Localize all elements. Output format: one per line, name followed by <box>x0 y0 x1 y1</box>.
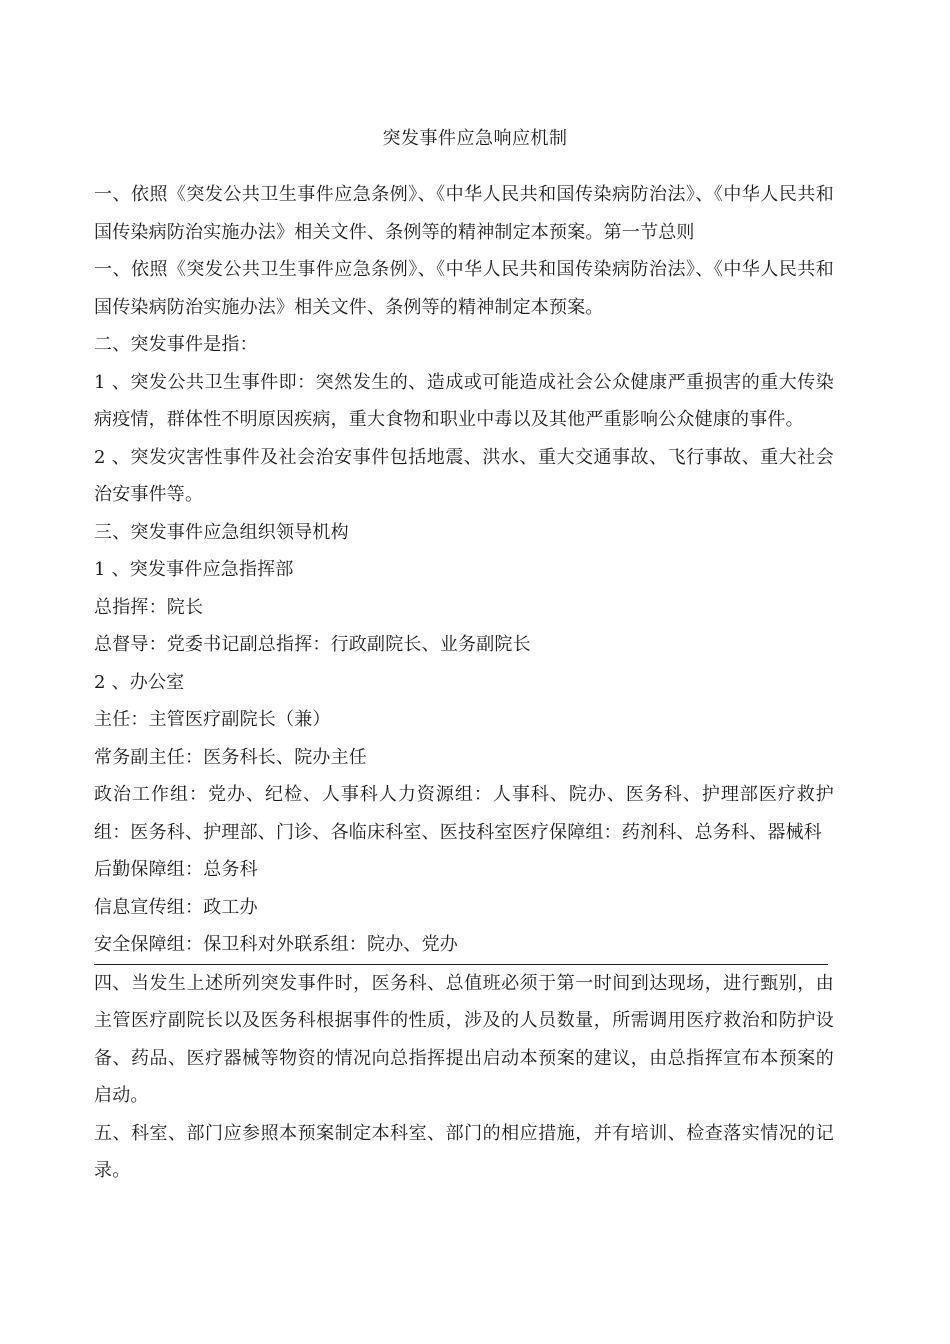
paragraph-response-procedure: 四、当发生上述所列突发事件时，医务科、总值班必须于第一时间到达现场，进行甄别，由主管医疗副院长以及医务科根据事件的性质，涉及的人员数量，所需调用医疗救治和防护设备、药品、医疗器械等物资的情况向总指挥提出启动本预案的建议，由总指挥宣布本预案的启动。 <box>94 972 834 1106</box>
paragraph-supervisor: 总督导：党委书记副总指挥：行政副院长、业务副院长 <box>94 634 531 655</box>
paragraph-command-center: 1 、突发事件应急指挥部 <box>94 559 294 580</box>
paragraph-public-health-event: 1 、突发公共卫生事件即：突然发生的、造成或可能造成社会公众健康严重损害的重大传染病疫情，群体性不明原因疾病，重大食物和职业中毒以及其他严重影响公众健康的事件。 <box>94 371 834 430</box>
paragraph-basis: 一、依照《突发公共卫生事件应急条例》、《中华人民共和国传染病防治法》、《中华人民共和国传染病防治实施办法》相关文件、条例等的精神制定本预案。 <box>94 259 834 318</box>
paragraph-deputy-director: 常务副主任：医务科长、院办主任 <box>94 746 367 768</box>
paragraph-commander: 总指挥：院长 <box>94 596 204 618</box>
paragraph-organization-heading: 三、突发事件应急组织领导机构 <box>94 521 349 543</box>
paragraph-disaster-event: 2 、突发灾害性事件及社会治安事件包括地震、洪水、重大交通事故、飞行事故、重大社会治安事件等。 <box>94 446 834 505</box>
paragraph-work-groups: 政治工作组：党办、纪检、人事科人力资源组：人事科、院办、医务科、护理部医疗救护组：医务科、护理部、门诊、各临床科室、医技科室医疗保障组：药剂科、总务科、器械科 <box>94 784 834 843</box>
paragraph-security-group: 安全保障组：保卫科对外联系组：院办、党办 <box>94 926 828 965</box>
paragraph-definition-heading: 二、突发事件是指： <box>94 334 258 355</box>
paragraph-department-measures: 五、科室、部门应参照本预案制定本科室、部门的相应措施，并有培训、检查落实情况的记录。 <box>94 1122 834 1181</box>
paragraph-office: 2 、办公室 <box>94 671 185 693</box>
document-body <box>94 176 834 1190</box>
paragraph-basis-section-1: 一、依照《突发公共卫生事件应急条例》、《中华人民共和国传染病防治法》、《中华人民共和国传染病防治实施办法》相关文件、条例等的精神制定本预案。第一节总则 <box>94 184 834 243</box>
paragraph-director: 主任：主管医疗副院长（兼） <box>94 709 331 730</box>
document-title: 突发事件应急响应机制 <box>382 128 568 149</box>
paragraph-info-group: 信息宣传组：政工办 <box>94 896 258 918</box>
paragraph-logistics-group: 后勤保障组：总务科 <box>94 859 258 880</box>
